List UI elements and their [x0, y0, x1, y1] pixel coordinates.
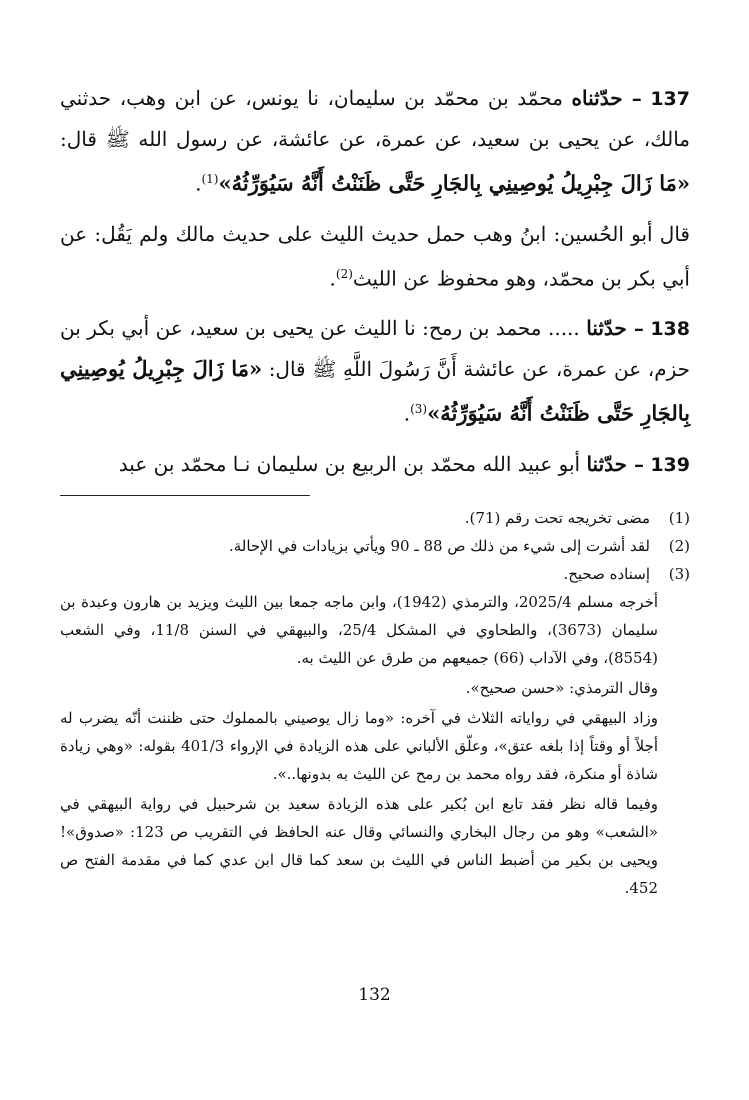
page-number: 132 [358, 985, 391, 1005]
footnotes [60, 504, 690, 902]
footnote-number: (3) [668, 564, 690, 583]
hadith-lead: – حدّثنا [586, 451, 644, 476]
hadith-number: 138 [650, 318, 690, 341]
hadith-matn: «مَا زَالَ جِبْرِيلُ يُوصِينِي بِالجَارِ حَتَّى ظَنَنْتُ أَنَّهُ سَيُوَرِّثُهُ» [60, 356, 690, 426]
takhrij-paragraph: أخرجه مسلم 2025/4، والترمذي (1942)، وابن ماجه جمعا بين الليث ويزيد بن هارون وعبدة بن سليمان (3673)، والطحاوي في المشكل 25/4، والبيهقي في السنن 11/8، وفي الشعب (8554)، وفي الآداب (66) جميعهم من طرق عن الليث به. [60, 592, 659, 667]
hadith-isnad: ..... محمد بن رمح: نا الليث عن يحيى بن سعيد، عن أبي بكر بن حزم، عن عمرة، عن عائشة أَنَّ رَسُولَ اللَّهِ ﷺ قال: [60, 316, 691, 382]
footnote-2 [60, 532, 690, 560]
hadith-139 [60, 444, 690, 485]
footnote-1 [60, 504, 690, 532]
document-page [60, 78, 690, 904]
period: . [329, 266, 336, 291]
footnote-divider [60, 495, 310, 496]
footnote-number: (1) [668, 508, 690, 527]
period: . [195, 171, 202, 196]
tirmidhi-grading: وقال الترمذي: «حسن صحيح». [465, 678, 658, 697]
footnote-3 [60, 560, 690, 588]
footnote-text: إسناده صحيح. [563, 564, 650, 583]
bayhaqi-addition: وزاد البيهقي في رواياته الثلاث في آخره: «وما زال يوصيني بالمملوك حتى ظننت أنّه يضرب له أجلاً أو وقتاً إذا بلغه عتق»، وعلّق الألباني على هذه الزيادة في الإرواء 401/3 بقوله: «وهي زيادة شاذة أو منكرة، فقد رواه محمد بن رمح عن الليث به بدونها..». [60, 708, 658, 783]
period: . [403, 401, 411, 426]
footnote-ref: (3) [410, 402, 428, 417]
footnote-ref: (2) [335, 266, 353, 281]
hadith-number: 139 [650, 453, 690, 476]
comment-text: قال أبو الحُسين: ابنُ وهب حمل حديث الليث على حديث مالك ولم يَقُل: عن أبي بكر بن محمّد، وهو محفوظ عن الليث [60, 221, 690, 291]
hadith-matn: «مَا زَالَ جِبْرِيلُ يُوصِينِي بِالجَارِ حَتَّى ظَنَنْتُ أَنَّهُ سَيُوَرِّثُهُ» [218, 170, 690, 196]
footnote-number: (2) [668, 536, 690, 555]
footnote-text: لقد أشرت إلى شيء من ذلك ص 88 ـ 90 ويأتي بزيادات في الإحالة. [228, 536, 650, 555]
hadith-138 [60, 308, 690, 434]
footnote-ref: (1) [201, 172, 219, 186]
main-text [60, 78, 690, 485]
hadith-number: 137 [650, 88, 690, 110]
hadith-lead: – حدّثنا [586, 316, 644, 341]
hadith-137 [60, 78, 690, 204]
author-critique: وفيما قاله نظر فقد تابع ابن بُكير على هذه الزيادة سعيد بن شرحبيل في رواية البيهقي في «الشعب» وهو من رجال البخاري والنسائي وقال عنه الحافظ في التقريب ص 123: «صدوق»! ويحيى بن بكير من أضبط الناس في الليث بن سعد كما قال ابن عدي كما في مقدمة الفتح ص 452. [60, 794, 659, 897]
footnote-text: مضى تخريجه تحت رقم (71). [464, 508, 650, 527]
hadith-isnad: أبو عبيد الله محمّد بن الربيع بن سليمان نـا محمّد بن عبد [118, 451, 587, 476]
author-comment [60, 214, 690, 299]
hadith-lead: – حدّثناه [571, 86, 642, 110]
hadith-isnad: محمّد بن محمّد بن سليمان، نا يونس، عن ابن وهب، حدثني مالك، عن يحيى بن سعيد، عن عمرة، عن عائشة، عن رسول الله ﷺ قال: [60, 86, 690, 151]
